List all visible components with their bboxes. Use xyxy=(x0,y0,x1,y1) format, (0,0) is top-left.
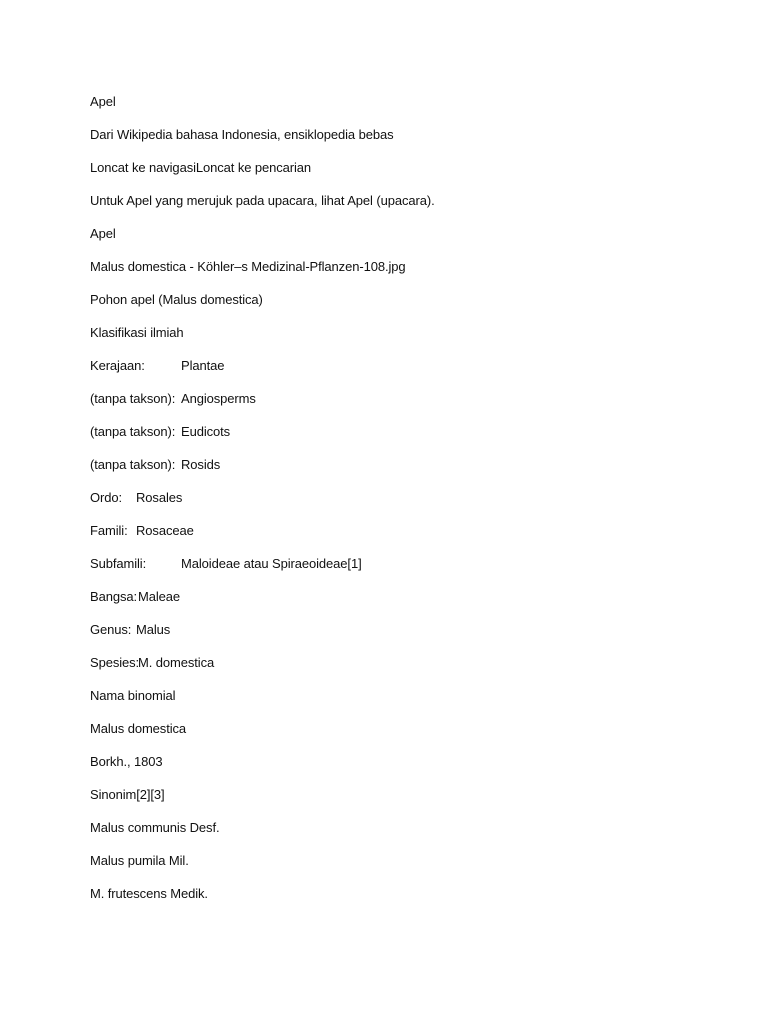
taxonomy-label: Famili: xyxy=(90,523,128,538)
taxonomy-row-kerajaan xyxy=(90,357,730,390)
binomial-name: Malus domestica xyxy=(90,721,187,736)
navigation-line: Loncat ke navigasiLoncat ke pencarian xyxy=(90,160,312,175)
taxonomy-value: Eudicots xyxy=(181,424,231,439)
document-body xyxy=(90,93,730,918)
binomial-heading: Nama binomial xyxy=(90,688,176,703)
taxonomy-row-clade-2 xyxy=(90,423,730,456)
page-title: Apel xyxy=(90,94,116,109)
taxonomy-value: Rosids xyxy=(181,457,221,472)
taxonomy-value: Maleae xyxy=(138,589,181,604)
disambiguation-line: Untuk Apel yang merujuk pada upacara, lihat Apel (upacara). xyxy=(90,193,435,208)
taxonomy-value: Maloideae atau Spiraeoideae[1] xyxy=(181,556,362,571)
infobox-title: Apel xyxy=(90,226,116,241)
synonym-item: Malus communis Desf. xyxy=(90,820,220,835)
synonym-item: M. frutescens Medik. xyxy=(90,886,208,901)
binomial-authority: Borkh., 1803 xyxy=(90,754,163,769)
taxonomy-label: Bangsa: xyxy=(90,589,138,604)
taxonomy-row-clade-3 xyxy=(90,456,730,489)
taxonomy-label: (tanpa takson): xyxy=(90,391,176,406)
image-caption: Pohon apel (Malus domestica) xyxy=(90,292,263,307)
taxonomy-label: Spesies: xyxy=(90,655,140,670)
source-line: Dari Wikipedia bahasa Indonesia, ensiklopedia bebas xyxy=(90,127,394,142)
taxonomy-label: Subfamili: xyxy=(90,556,147,571)
taxonomy-value: Angiosperms xyxy=(181,391,256,406)
taxonomy-row-spesies xyxy=(90,654,730,687)
taxonomy-label: (tanpa takson): xyxy=(90,424,176,439)
taxonomy-value: Plantae xyxy=(181,358,225,373)
synonyms-heading: Sinonim[2][3] xyxy=(90,787,165,802)
image-caption-file: Malus domestica - Köhler–s Medizinal-Pflanzen-108.jpg xyxy=(90,259,406,274)
taxonomy-row-famili xyxy=(90,522,730,555)
taxonomy-row-subfamili xyxy=(90,555,730,588)
taxonomy-label: Genus: xyxy=(90,622,132,637)
synonym-item: Malus pumila Mil. xyxy=(90,853,189,868)
taxonomy-value: Rosaceae xyxy=(136,523,194,538)
taxonomy-label: Ordo: xyxy=(90,490,123,505)
taxonomy-row-clade-1 xyxy=(90,390,730,423)
taxonomy-row-bangsa xyxy=(90,588,730,621)
taxonomy-row-genus xyxy=(90,621,730,654)
taxonomy-value: Rosales xyxy=(136,490,183,505)
taxonomy-value: Malus xyxy=(136,622,171,637)
taxonomy-label: Kerajaan: xyxy=(90,358,145,373)
taxonomy-row-ordo xyxy=(90,489,730,522)
taxonomy-value: M. domestica xyxy=(138,655,215,670)
classification-heading: Klasifikasi ilmiah xyxy=(90,325,184,340)
taxonomy-label: (tanpa takson): xyxy=(90,457,176,472)
